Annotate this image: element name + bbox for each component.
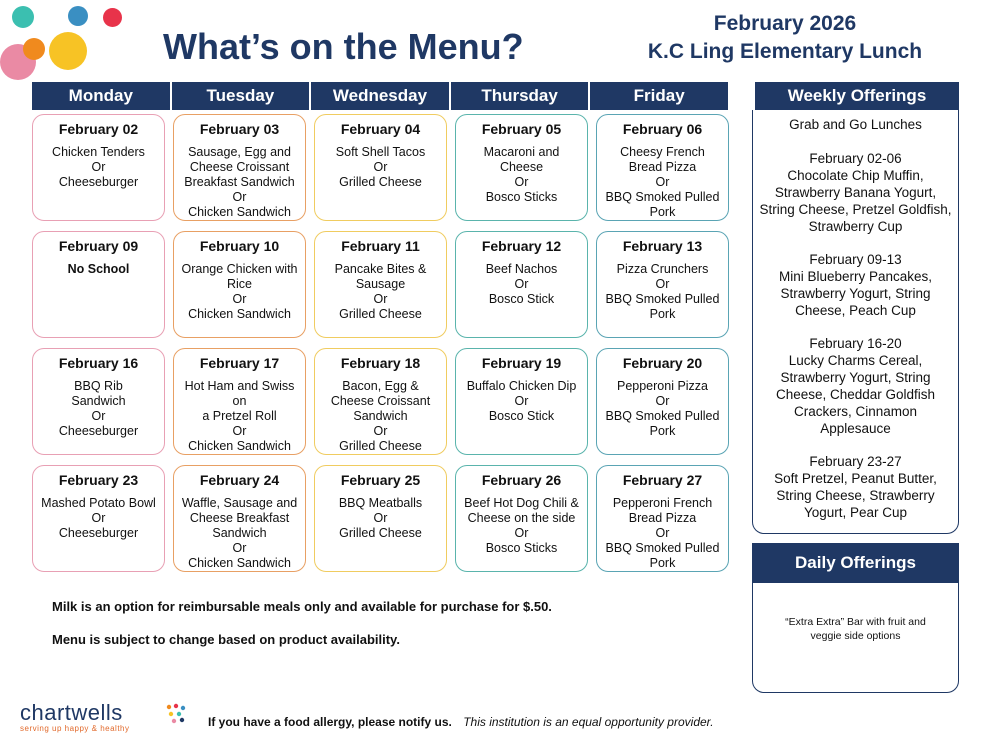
menu-cell-items: Chicken Tenders Or Cheeseburger (52, 145, 145, 189)
menu-cell-items: Sausage, Egg and Cheese Croissant Breakfast Sandwich Or Chicken Sandwich (184, 145, 295, 219)
day-headers (32, 82, 728, 110)
menu-cell-items: Cheesy French Bread Pizza Or BBQ Smoked Pulled Pork (605, 145, 720, 219)
menu-cell-items: Buffalo Chicken Dip Or Bosco Stick (466, 379, 577, 423)
menu-cell-items: Beef Hot Dog Chili & Cheese on the side Or Bosco Sticks (464, 496, 579, 555)
menu-cell-date: February 06 (622, 121, 703, 137)
chartwells-logo (20, 700, 130, 733)
allergy-note: If you have a food allergy, please notify us. (208, 715, 452, 729)
menu-cell-items: Bacon, Egg & Cheese Croissant Sandwich Or Grilled Cheese (330, 379, 431, 453)
milk-note: Milk is an option for reimbursable meals only and available for purchase for $.50. (52, 599, 552, 614)
menu-cell (32, 465, 165, 572)
menu-cell (314, 114, 447, 221)
menu-cell-date: February 13 (622, 238, 703, 254)
decor-dot-yellow (49, 32, 87, 70)
school-name: K.C Ling Elementary Lunch (647, 40, 923, 63)
menu-cell-items: Mashed Potato Bowl Or Cheeseburger (41, 496, 156, 540)
menu-cell (32, 348, 165, 455)
day-header-tuesday: Tuesday (170, 82, 310, 110)
decor-dot-orange (23, 38, 45, 60)
decor-dot-teal (12, 6, 34, 28)
menu-cell-items: Pepperoni Pizza Or BBQ Smoked Pulled Pork (605, 379, 720, 438)
menu-cell (596, 465, 729, 572)
logo-tagline: serving up happy & healthy (20, 724, 130, 733)
weekly-offerings-header: Weekly Offerings (755, 82, 959, 110)
menu-cell-items: Macaroni and Cheese Or Bosco Sticks (483, 145, 560, 204)
day-header-thursday: Thursday (449, 82, 589, 110)
menu-cell-date: February 02 (58, 121, 139, 137)
decor-dot-blue (68, 6, 88, 26)
menu-cell (314, 465, 447, 572)
menu-cell-items: BBQ Rib Sandwich Or Cheeseburger (58, 379, 139, 438)
change-note: Menu is subject to change based on product availability. (52, 632, 400, 647)
logo-dots-icon (165, 703, 187, 725)
weekly-offerings-box (752, 110, 959, 534)
menu-cell (173, 348, 306, 455)
menu-cell-date: February 09 (58, 238, 139, 254)
menu-cell-items: Pepperoni French Bread Pizza Or BBQ Smoked Pulled Pork (605, 496, 720, 570)
menu-cell (455, 348, 588, 455)
menu-cell-items: Orange Chicken with Rice Or Chicken Sandwich (181, 262, 298, 321)
menu-cell (596, 348, 729, 455)
menu-cell (596, 114, 729, 221)
menu-cell-date: February 17 (199, 355, 280, 371)
weekly-intro: Grab and Go Lunches (789, 117, 922, 132)
day-header-friday: Friday (588, 82, 728, 110)
menu-cell (455, 465, 588, 572)
menu-cell-date: February 10 (199, 238, 280, 254)
menu-cell (32, 231, 165, 338)
menu-cell-date: February 23 (58, 472, 139, 488)
menu-cell-items: Pancake Bites & Sausage Or Grilled Cheese (334, 262, 427, 321)
weekly-block: February 09-13 Mini Blueberry Pancakes, Strawberry Yogurt, String Cheese, Peach Cup (778, 252, 933, 318)
menu-cell-date: February 24 (199, 472, 280, 488)
menu-cell-items: Pizza Crunchers Or BBQ Smoked Pulled Pork (605, 262, 720, 321)
menu-grid (32, 114, 728, 572)
menu-cell-items: Soft Shell Tacos Or Grilled Cheese (335, 145, 426, 189)
menu-cell (596, 231, 729, 338)
menu-cell-date: February 03 (199, 121, 280, 137)
day-header-wednesday: Wednesday (309, 82, 449, 110)
footer-note (208, 715, 714, 729)
menu-cell-date: February 26 (481, 472, 562, 488)
menu-cell-items: Hot Ham and Swiss on a Pretzel Roll Or Chicken Sandwich (184, 379, 295, 453)
menu-cell-items: Beef Nachos Or Bosco Stick (485, 262, 558, 306)
menu-month: February 2026 (713, 12, 857, 35)
menu-cell (173, 231, 306, 338)
menu-cell (314, 348, 447, 455)
equal-opportunity-note: This institution is an equal opportunity provider. (463, 715, 714, 729)
menu-cell (173, 114, 306, 221)
menu-cell-date: February 05 (481, 121, 562, 137)
menu-cell-date: February 12 (481, 238, 562, 254)
menu-cell (314, 231, 447, 338)
menu-cell-date: February 04 (340, 121, 421, 137)
menu-cell-date: February 11 (341, 238, 420, 254)
weekly-block: February 16-20 Lucky Charms Cereal, Strawberry Yogurt, String Cheese, Cheddar Goldfish Crackers, Cinnamon Applesauce (775, 336, 936, 436)
menu-cell-date: February 25 (340, 472, 421, 488)
logo-text: chartwells (20, 700, 123, 725)
daily-offerings-header: Daily Offerings (752, 543, 959, 583)
menu-subtitle (630, 10, 940, 66)
menu-cell-items: Waffle, Sausage and Cheese Breakfast Sandwich Or Chicken Sandwich (181, 496, 298, 570)
page-title: What’s on the Menu? (163, 26, 524, 67)
day-header-monday: Monday (68, 86, 133, 105)
menu-cell-items: No School (67, 262, 130, 276)
menu-cell-date: February 16 (58, 355, 139, 371)
weekly-block: February 23-27 Soft Pretzel, Peanut Butter, String Cheese, Strawberry Yogurt, Pear Cup (774, 454, 937, 520)
menu-cell (455, 231, 588, 338)
menu-cell-date: February 27 (622, 472, 703, 488)
daily-offerings-box: “Extra Extra” Bar with fruit and veggie side options (752, 583, 959, 693)
menu-cell-date: February 19 (481, 355, 562, 371)
menu-cell-date: February 20 (622, 355, 703, 371)
menu-cell (173, 465, 306, 572)
weekly-block: February 02-06 Chocolate Chip Muffin, Strawberry Banana Yogurt, String Cheese, Pretzel Goldfish, Strawberry Cup (759, 151, 952, 234)
menu-cell-date: February 18 (340, 355, 421, 371)
menu-cell (455, 114, 588, 221)
menu-cell (32, 114, 165, 221)
decor-dot-red (103, 8, 122, 27)
menu-cell-items: BBQ Meatballs Or Grilled Cheese (338, 496, 423, 540)
